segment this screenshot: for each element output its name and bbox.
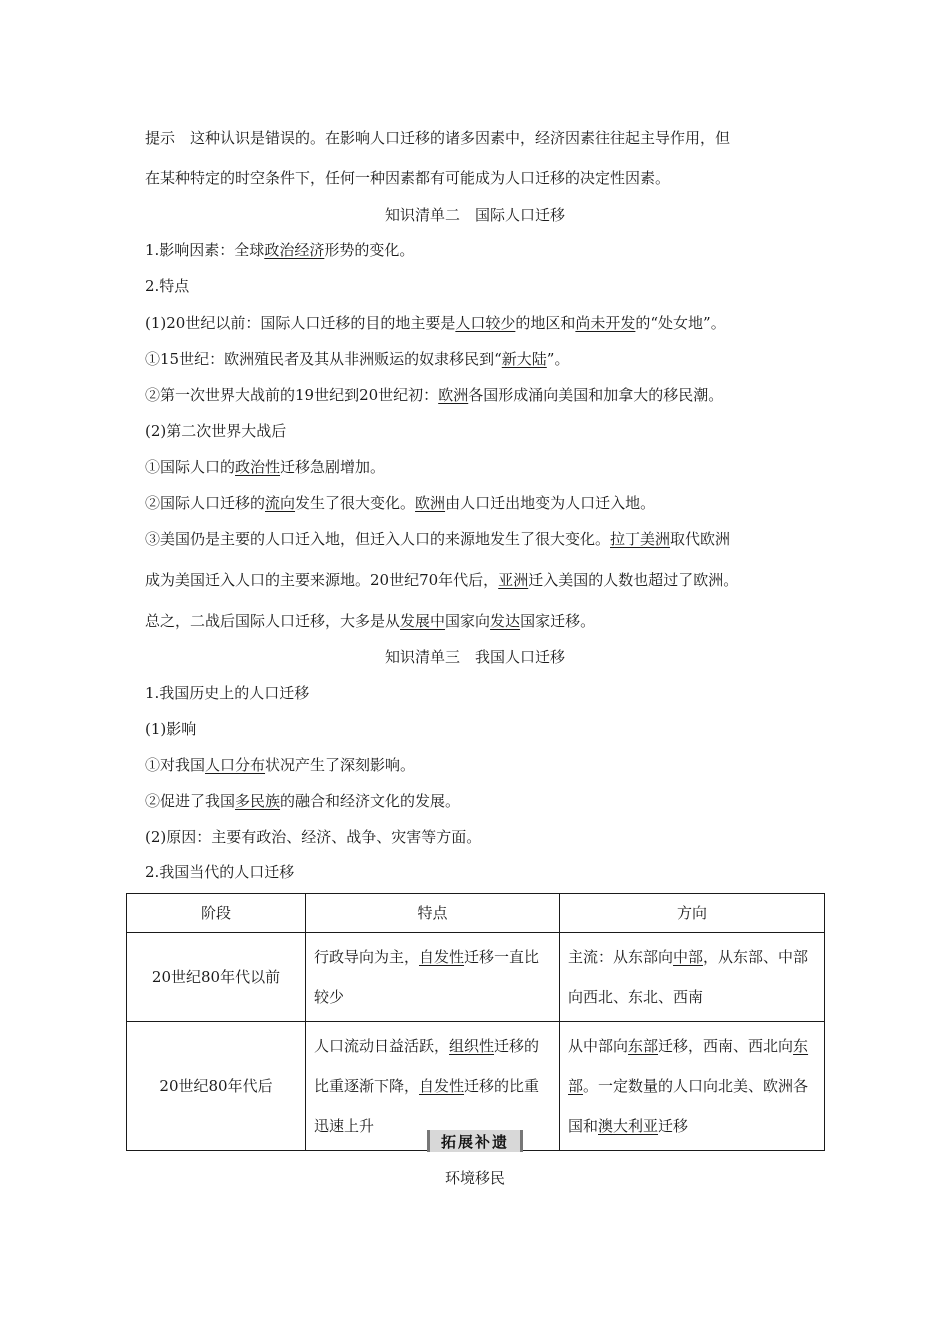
answer-underline: 政治性 bbox=[235, 458, 281, 476]
s3-line bbox=[145, 755, 415, 775]
s2-line bbox=[145, 385, 723, 405]
answer-underline: 欧洲 bbox=[438, 386, 469, 404]
text-segment: (1)20世纪以前：国际人口迁移的目的地主要是 bbox=[145, 314, 456, 332]
table-header-row bbox=[127, 894, 825, 933]
answer-underline: 多民族 bbox=[235, 792, 281, 810]
s3-line bbox=[145, 827, 481, 847]
answer-underline: 组织性 bbox=[449, 1037, 495, 1055]
table-cell-direction bbox=[560, 933, 825, 1022]
answer-underline: 澳大利亚 bbox=[598, 1117, 659, 1135]
answer-underline: 政治经济 bbox=[264, 241, 325, 259]
text-segment: 各国形成涌向美国和加拿大的移民潮。 bbox=[468, 386, 724, 404]
text-segment: 总之，二战后国际人口迁移，大多是从 bbox=[145, 612, 401, 630]
answer-underline: 人口分布 bbox=[205, 756, 266, 774]
s3-line bbox=[145, 791, 460, 811]
text-segment: 国家迁移。 bbox=[520, 612, 596, 630]
text-segment: 行政导向为主， bbox=[314, 948, 420, 966]
answer-underline: 尚未开发 bbox=[575, 314, 636, 332]
text-segment: 在某种特定的时空条件下，任何一种因素都有可能成为人口迁移的决定性因素。 bbox=[145, 169, 671, 187]
s2-line bbox=[145, 570, 738, 590]
text-segment: 迁移一直比较少 bbox=[314, 948, 540, 1006]
table-cell-direction bbox=[560, 1022, 825, 1151]
text-segment: 主流：从东部向 bbox=[568, 948, 674, 966]
text-segment: 的“处女地”。 bbox=[635, 314, 726, 332]
text-segment: ②国际人口迁移的 bbox=[145, 494, 266, 512]
migration-table bbox=[126, 893, 825, 1151]
answer-underline: 亚洲 bbox=[498, 571, 529, 589]
text-segment: 1.我国历史上的人口迁移 bbox=[145, 684, 310, 702]
answer-underline: 拉丁美洲 bbox=[610, 530, 671, 548]
text-segment: 从中部向 bbox=[568, 1037, 629, 1055]
text-segment: 迁移急剧增加。 bbox=[280, 458, 386, 476]
s3-line bbox=[145, 719, 196, 739]
table-cell-phase: 20世纪80年代后 bbox=[127, 1022, 306, 1151]
text-segment: 。一定数量的人口向北美、欧洲各国和 bbox=[568, 1077, 809, 1135]
text-segment: ②促进了我国 bbox=[145, 792, 236, 810]
text-segment: 迁移的比重逐渐下降， bbox=[314, 1037, 540, 1095]
answer-underline: 流向 bbox=[265, 494, 296, 512]
s2-line bbox=[145, 457, 385, 477]
text-segment: 2.我国当代的人口迁移 bbox=[145, 863, 295, 881]
answer-underline: 自发性 bbox=[419, 948, 465, 966]
s3-line bbox=[145, 862, 294, 882]
s2-line bbox=[145, 421, 286, 441]
text-segment: 迁入美国的人数也超过了欧洲。 bbox=[528, 571, 739, 589]
extension-badge: 拓展补遗 bbox=[427, 1130, 523, 1152]
text-segment: 1.影响因素：全球 bbox=[145, 241, 265, 259]
s2-line bbox=[145, 313, 726, 333]
answer-underline: 中部 bbox=[673, 948, 704, 966]
text-segment: 成为美国迁入人口的主要来源地。20世纪70年代后， bbox=[145, 571, 499, 589]
answer-underline: 新大陆 bbox=[501, 350, 547, 368]
text-segment: 人口流动日益活跃， bbox=[314, 1037, 450, 1055]
text-segment: (1)影响 bbox=[145, 720, 197, 738]
s3-line bbox=[145, 683, 309, 703]
answer-underline: 人口较少 bbox=[455, 314, 516, 332]
text-segment: 取代欧洲 bbox=[670, 530, 731, 548]
text-segment: ①对我国 bbox=[145, 756, 206, 774]
text-segment: ②第一次世界大战前的19世纪到20世纪初： bbox=[145, 386, 439, 404]
text-segment: (2)第二次世界大战后 bbox=[145, 422, 287, 440]
text-segment: ①国际人口的 bbox=[145, 458, 236, 476]
text-segment: 状况产生了深刻影响。 bbox=[265, 756, 416, 774]
s2-line bbox=[145, 349, 569, 369]
answer-underline: 欧洲 bbox=[415, 494, 446, 512]
extension-title: 环境移民 bbox=[444, 1169, 505, 1187]
text-segment: ①15世纪：欧洲殖民者及其从非洲贩运的奴隶移民到“ bbox=[145, 350, 502, 368]
text-segment: ，从东部、中部向西北、东北、西南 bbox=[568, 948, 809, 1006]
table-row bbox=[127, 933, 825, 1022]
text-segment: 迁移的比重迅速上升 bbox=[314, 1077, 540, 1135]
table-header-direction: 方向 bbox=[560, 894, 825, 933]
section3-heading: 知识清单三 我国人口迁移 bbox=[384, 648, 565, 666]
s2-line bbox=[145, 276, 189, 296]
answer-underline: 发达 bbox=[490, 612, 521, 630]
hint-line-2 bbox=[145, 168, 670, 188]
answer-underline: 自发性 bbox=[419, 1077, 465, 1095]
s2-line bbox=[145, 611, 595, 631]
text-segment: 迁移 bbox=[658, 1117, 689, 1135]
table-header-features: 特点 bbox=[306, 894, 560, 933]
text-segment: (2)原因：主要有政治、经济、战争、灾害等方面。 bbox=[145, 828, 482, 846]
text-segment: 国家向 bbox=[445, 612, 491, 630]
answer-underline: 发展中 bbox=[400, 612, 446, 630]
text-segment: 的融合和经济文化的发展。 bbox=[280, 792, 461, 810]
text-segment: ”。 bbox=[546, 350, 570, 368]
s2-line bbox=[145, 529, 730, 549]
text-segment: 迁移，西南、西北向 bbox=[658, 1037, 794, 1055]
s2-line bbox=[145, 493, 655, 513]
table-header-phase: 阶段 bbox=[127, 894, 306, 933]
text-segment: 发生了很大变化。 bbox=[295, 494, 416, 512]
answer-underline: 东部 bbox=[628, 1037, 659, 1055]
table-cell-features bbox=[306, 933, 560, 1022]
answer-underline: 东部 bbox=[568, 1037, 809, 1095]
text-segment: 由人口迁出地变为人口迁入地。 bbox=[445, 494, 656, 512]
s2-line bbox=[145, 240, 414, 260]
section2-heading: 知识清单二 国际人口迁移 bbox=[384, 206, 565, 224]
table-cell-phase: 20世纪80年代以前 bbox=[127, 933, 306, 1022]
text-segment: ③美国仍是主要的人口迁入地，但迁入人口的来源地发生了很大变化。 bbox=[145, 530, 611, 548]
text-segment: 2.特点 bbox=[145, 277, 190, 295]
text-segment: 提示 这种认识是错误的。在影响人口迁移的诸多因素中，经济因素往往起主导作用，但 bbox=[145, 129, 731, 147]
hint-line-1 bbox=[145, 128, 730, 148]
text-segment: 形势的变化。 bbox=[324, 241, 415, 259]
text-segment: 的地区和 bbox=[515, 314, 576, 332]
